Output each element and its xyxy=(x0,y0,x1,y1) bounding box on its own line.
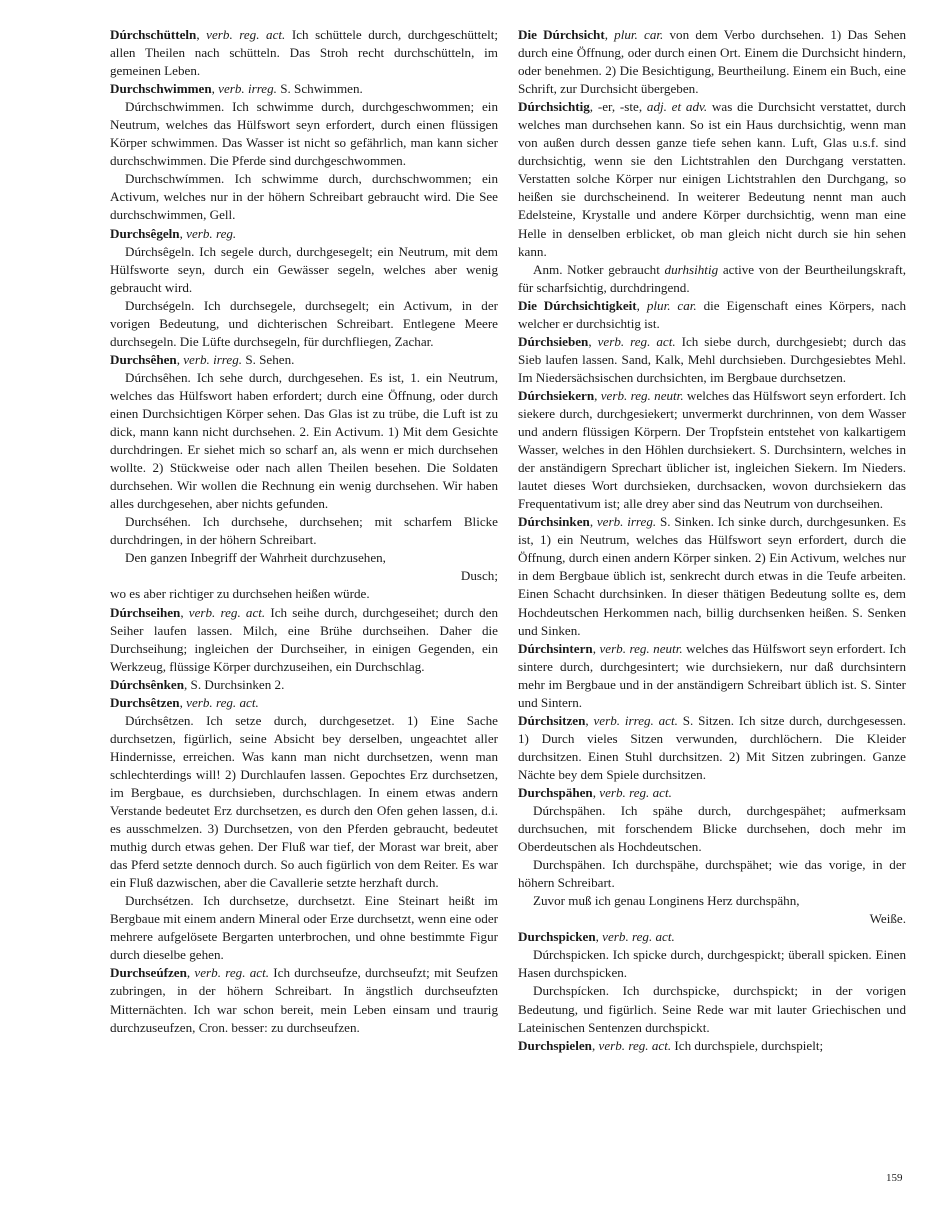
entry-text: S. Schwimmen. xyxy=(276,81,363,97)
sense-paragraph: Durchspícken. Ich durchspicke, durchspickt; in der vorigen Bedeutung, und figürlich. Seine Rede war mit lauter Griechischen und Lateinischen Sentenzen durchspickt. xyxy=(518,983,906,1035)
entry-durchschwimmen xyxy=(110,80,498,98)
entry-text: die Eigenschaft eines Körpers, nach welcher er durchsichtig ist. xyxy=(518,297,906,331)
separator: , xyxy=(183,676,191,692)
entry-durchsenken xyxy=(110,676,498,694)
sense-paragraph: Dúrchschwimmen. Ich schwimme durch, durchgeschwommen; ein Neutrum, welches das Hülfswort seyn erfordert, durch einen flüssigen Körper schwimmen. Das Wasser ist nicht so gefährlich, man kann sicher durchschwimmen. Die Pferde sind durchgeschwommen. xyxy=(110,99,498,169)
separator: , xyxy=(592,640,600,656)
grammar-label: verb. reg. act. xyxy=(598,1037,672,1053)
separator: , xyxy=(176,351,184,367)
entry-durchschuetteln xyxy=(110,26,498,80)
entry-text: welches das Hülfswort seyn erfordert. Ich siekere durch, durchgesiekert; unvermerkt durchrinnen, von dem Wasser und andern flüssigen Körpern. Der Tropfstein entstehet von kalkartigem Wasser, welches in den Höhlen durchsiekert. S. Durchsintern, welches in der anständigern Sprechart üblicher ist, ingleichen Siekern. Im Nieders. lautet dieses Wort durchsieken, durchsacken, wovon durchsiekern das Frequentativum ist; alle drey aber sind das Neutrum von durchseihen. xyxy=(518,387,907,512)
grammar-label: verb. reg. xyxy=(186,225,237,241)
grammar-label: plur. car. xyxy=(646,297,697,313)
entry-text: Ich siebe durch, durchgesiebt; durch das Sieb laufen lassen. Sand, Kalk, Mehl durchsieben. Durchgesiebtes Mehl. Im Niedersächsischen durchsichten, im Bergbaue durchsetzen. xyxy=(518,333,907,385)
entry-text: S. Durchsinken 2. xyxy=(190,676,285,692)
entry-durchsetzen xyxy=(110,694,498,712)
separator: , xyxy=(186,965,195,981)
sense-paragraph: Durchsétzen. Ich durchsetze, durchsetzt. Eine Steinart heißt im Bergbaue mit einem andern Mineral oder Erze durchsetzt, wenn eine oder mehrere aufgelösete Bergarten unterbrochen, und ohne bestimmte Figur durch dieselbe gehen. xyxy=(110,893,498,963)
entry-text: von dem Verbo durchsehen. 1) Das Sehen durch eine Öffnung, oder durch einen Ort. Einem die Durchsicht hindern, oder benehmen. 2) Die Besichtigung, Beurtheilung. Einem ein Buch, eine Schrift, zur Durchsicht übergeben. xyxy=(518,27,907,97)
entry-durchsitzen xyxy=(518,712,906,784)
grammar-label: verb. reg. act. xyxy=(188,604,266,620)
sense-paragraph: Dúrchspähen. Ich spähe durch, durchgespähet; aufmerksam durchsuchen, mit forschendem Blicke durchsehen, doch mehr im Oberdeutschen als Hochdeutschen. xyxy=(518,803,906,855)
entry-text: S. Sehen. xyxy=(242,351,295,367)
separator: , xyxy=(179,694,187,710)
grammar-label: verb. irreg. xyxy=(596,514,657,530)
grammar-label: plur. car. xyxy=(614,27,664,42)
sense-paragraph: Durchschwímmen. Ich schwimme durch, durchschwommen; ein Activum, welches nur in der höhern Schreibart gebraucht wird. Die See durchschwimmen, Gell. xyxy=(110,171,498,223)
headword: Dúrchsitzen xyxy=(518,712,586,728)
grammar-label: verb. reg. neutr. xyxy=(599,640,683,656)
entry-durchseihen xyxy=(110,604,498,676)
separator: , xyxy=(592,784,600,800)
entry-durchsichtig xyxy=(518,98,906,260)
grammar-label: verb. reg. act. xyxy=(602,929,675,945)
headword: Durchsêgeln xyxy=(110,225,180,241)
entry-durchseufzen xyxy=(110,964,498,1036)
right-column xyxy=(518,26,906,1055)
quote-line: Den ganzen Inbegriff der Wahrheit durchzusehen, xyxy=(125,550,386,566)
separator: , xyxy=(179,225,187,241)
separator: , xyxy=(211,81,219,97)
separator: , xyxy=(588,333,598,349)
separator: , xyxy=(595,929,603,945)
separator: , xyxy=(196,27,207,42)
sense-paragraph: Dúrchspicken. Ich spicke durch, durchgespickt; überall spicken. Einen Hasen durchspicken. xyxy=(518,947,906,981)
headword: Durchschwimmen xyxy=(110,81,212,97)
grammar-label: verb. reg. neutr. xyxy=(600,387,684,403)
headword: Durchsêhen xyxy=(110,351,177,367)
entry-text: Ich durchspiele, durchspielt; xyxy=(671,1037,824,1053)
headword: Durchsêtzen xyxy=(110,694,180,710)
separator: , -er, -ste, xyxy=(589,99,647,115)
headword: Durchspicken xyxy=(518,929,596,945)
grammar-label: verb. reg. act. xyxy=(186,694,259,710)
entry-durchspaehen xyxy=(518,784,906,802)
sense-paragraph: Dúrchsêtzen. Ich setze durch, durchgesetzet. 1) Eine Sache durchsetzen, figürlich, seine Absicht bey derselben, ungeachtet aller Hindernisse, erreichen. Was kann man nicht durchsetzen, wenn man schlechterdings will! 2) Durchlaufen lassen. Gepochtes Erz durchsetzen, im Bergbaue, es durchsieben, durchschlagen. In einem etwas andern Verstande bedeutet Erz durchsetzen, es durch den Ofen gehen lassen, d.i. es ausschmelzen. 3) Durchsetzen, von den Pferden gebraucht, bedeutet muthig durch etwas gehen. Der Fluß war tief, der Morast war breit, aber das Pferd setzte dennoch durch. So auch figürlich von dem Reiter. Es war ein Fluß dazwischen, aber die Cavallerie setzte herzhaft durch. xyxy=(110,712,498,891)
sense-paragraph: Dúrchsêhen. Ich sehe durch, durchgesehen. Es ist, 1. ein Neutrum, welches das Hülfswort haben erfordert; durch eine Öffnung, oder durch einen Durchsichtigen Körper sehen. Das Glas ist zu trübe, die Luft ist zu dick, mann kann nicht durchsehen. 2. Ein Activum. 1) Mit dem Gesichte durchdringen. Er siehet mich so scharf an, als wenn er mich durchsehen wollte. 2) Stückweise oder nach allen Theilen besehen. Die Soldaten durchsehen. Wir wollen die Rechnung ein wenig durchsehen. Wir haben alles durchgesehen, aber nichts gefunden. xyxy=(110,369,498,512)
entry-text: was die Durchsicht verstattet, durch welches man durchsehen kann. So ist ein Haus durchsichtig, wenn man von außen durch dessen ganze tiefe sehen kann. Luft, Glas u.s.f. sind durchsichtig, wenn sie den Lichtstrahlen den Durchgang verstatten. Verstatten solche Körper nur einigen Lichtstrahlen den Durchgang, so heißen sie durchscheinend. In weiterer Bedeutung nennt man auch Edelsteine, Krystalle und andere Körper durchsichtig, wenn man eine Helle in denselben erblicket, ob man gleich nicht durch sie hin sehen kann. xyxy=(518,99,906,259)
headword: Dúrchsichtig xyxy=(518,99,590,115)
quote-author: Weiße. xyxy=(869,911,906,927)
annotation-text: Anm. Notker gebraucht xyxy=(533,261,665,277)
headword: Dúrchseihen xyxy=(110,604,181,620)
quote-line: Zuvor muß ich genau Longinens Herz durchspähn, xyxy=(533,893,800,909)
headword: Die Dúrchsichtigkeit xyxy=(518,297,637,313)
annotation-paragraph xyxy=(518,261,906,297)
sense-paragraph: Durchséhen. Ich durchsehe, durchsehen; mit scharfem Blicke durchdringen, in der höhern Schreibart. xyxy=(110,514,498,548)
entry-durchsinken xyxy=(518,513,906,639)
separator: , xyxy=(604,27,615,42)
entry-text: S. Sinken. Ich sinke durch, durchgesunken. Es ist, 1) ein Neutrum, welches das Hülfswort seyn erfordert, durch die Öffnung, durch einen andern Körper sinken. 2) Ein Activum, welches nur in dem Bergbaue üblich ist, senkrecht durch etwas in die Teufe arbeiten. Einen Schacht durchsinken. In dieser thätigen Bedeutung sollte es, dem Hochdeutschen Herkommen nach, billig durchsenken heißen. S. Senken und Sinken. xyxy=(518,514,906,638)
separator: , xyxy=(180,604,189,620)
left-column xyxy=(110,26,498,1037)
page-number: 159 xyxy=(886,1172,903,1184)
grammar-label: verb. irreg. xyxy=(183,351,243,367)
entry-durchspielen xyxy=(518,1037,906,1055)
headword: Dúrchsieben xyxy=(518,333,589,349)
grammar-label: verb. reg. act. xyxy=(599,784,672,800)
grammar-label: verb. irreg. act. xyxy=(593,712,678,728)
entry-durchsichtigkeit xyxy=(518,297,906,333)
headword: Dúrchsintern xyxy=(518,640,593,656)
entry-durchsiekern xyxy=(518,387,906,513)
entry-text: S. Sitzen. Ich sitze durch, durchgesessen. 1) Durch vieles Sitzen verwunden, durchlöchern. Die Kleider durchsitzen. Einen Stuhl durchsitzen. 2) Mit Sitzen zubringen. Ganze Nächte bey dem Spiele durchsitzen. xyxy=(518,712,907,782)
cited-word: durhsihtig xyxy=(664,261,719,277)
grammar-label: verb. irreg. xyxy=(218,81,277,97)
separator: , xyxy=(594,387,601,403)
headword: Durchseúfzen xyxy=(110,965,187,981)
entry-durchsintern xyxy=(518,640,906,712)
entry-durchsieben xyxy=(518,333,906,387)
separator: , xyxy=(591,1037,599,1053)
separator: , xyxy=(585,712,594,728)
grammar-label: verb. reg. act. xyxy=(597,333,676,349)
separator: , xyxy=(589,514,597,530)
continuation-text: wo es aber richtiger zu durchsehen heißen würde. xyxy=(110,586,370,602)
sense-paragraph: Durchspähen. Ich durchspähe, durchspähet; wie das vorige, in der höhern Schreibart. xyxy=(518,857,906,891)
entry-text: Ich durchseufze, durchseufzt; mit Seufzen zubringen, in der höhern Schreibart. In ängstlich durchseufzten Mitternächten. Ich war schon bereit, mein Leben einsam und traurig durchzuseufzen, Cron. besser: zu durchseufzen. xyxy=(110,965,498,1035)
grammar-label: verb. reg. act. xyxy=(206,27,286,42)
entry-durchsegeln xyxy=(110,225,498,243)
sense-paragraph: Durchségeln. Ich durchsegele, durchsegelt; ein Activum, in der vorigen Bedeutung, und dichterischen Schreibart. Entlegene Meere durchsegeln. Die Lüfte durchsegeln, für durchfliegen, Zachar. xyxy=(110,297,498,349)
headword: Durchspähen xyxy=(518,784,593,800)
separator: , xyxy=(636,297,647,313)
quote-author: Dusch; xyxy=(460,568,498,584)
sense-paragraph: Dúrchsêgeln. Ich segele durch, durchgesegelt; ein Neutrum, mit dem Hülfsworte seyn, durch ein Gewässer segeln, welches aber wenig gebraucht wird. xyxy=(110,243,498,295)
headword: Dúrchsênken xyxy=(110,676,184,692)
entry-text: welches das Hülfswort seyn erfordert. Ich sintere durch, durchgesintert; wie durchsiekern, nur daß durchsintern mehr im Bergbaue und in der anständigern Schreibart üblich ist. S. Sinter und Sintern. xyxy=(518,640,906,710)
entry-durchspicken xyxy=(518,928,906,946)
entry-durchsehen xyxy=(110,351,498,369)
entry-text: Ich seihe durch, durchgeseihet; durch den Seiher laufen lassen. Milch, eine Brühe durchseihen. Daher die Durchseihung; ingleichen der Durchseiher, in einigen Gegenden, ein Werkzeug, flüssige Körper durchzuseihen, ein Durchschlag. xyxy=(110,604,499,674)
headword: Dúrchsinken xyxy=(518,514,590,530)
headword: Dúrchschütteln xyxy=(110,27,197,42)
headword: Die Dúrchsicht xyxy=(518,27,605,42)
entry-durchsicht xyxy=(518,26,906,98)
grammar-label: adj. et adv. xyxy=(646,99,708,115)
grammar-label: verb. reg. act. xyxy=(194,965,270,981)
headword: Dúrchsiekern xyxy=(518,387,595,403)
entry-text: Ich schüttele durch, durchgeschüttelt; allen Theilen nach schütteln. Das Stroh recht durchschütteln, im gemeinen Leben. xyxy=(110,27,499,79)
annotation-text: active von der Beurtheilungskraft, für scharfsichtig, durchdringend. xyxy=(518,261,906,295)
headword: Durchspielen xyxy=(518,1037,592,1053)
